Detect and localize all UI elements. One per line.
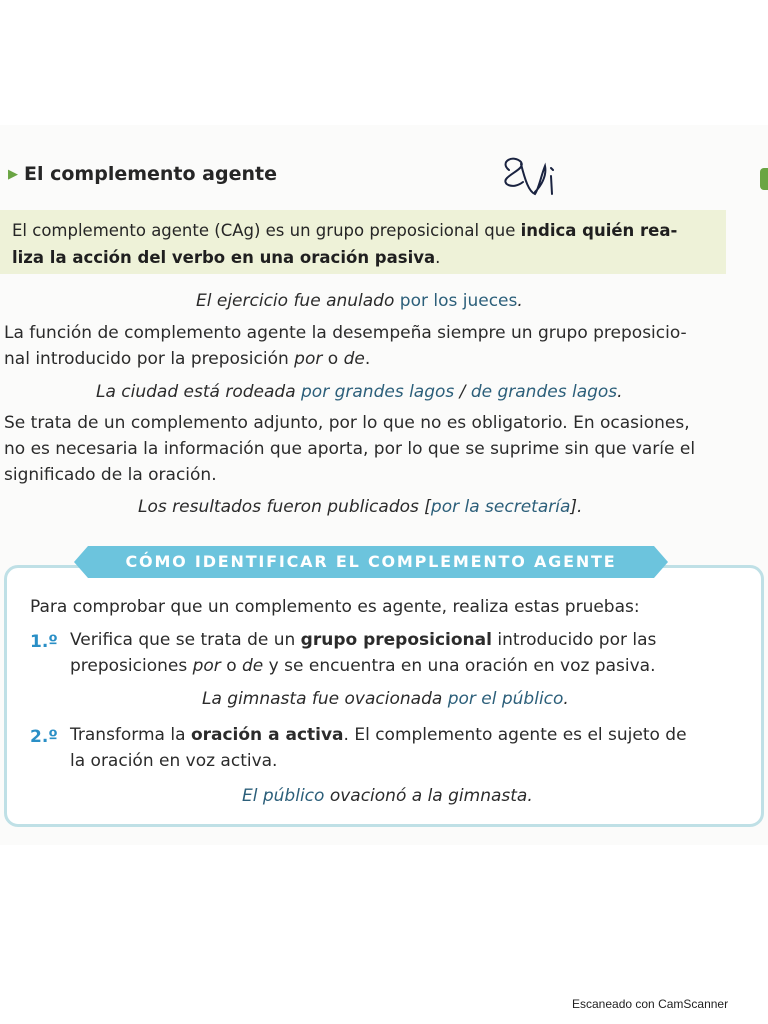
step-2-example: El público ovacionó a la gimnasta. — [242, 786, 533, 806]
paragraph-2-line-1: Se trata de un complemento adjunto, por lo que no es obligatorio. En ocasiones, — [4, 413, 690, 433]
example-3: Los resultados fueron publicados [por la secretaría]. — [138, 497, 583, 517]
step-1-example: La gimnasta fue ovacionada por el público. — [202, 689, 569, 709]
step-2-line-1: Transforma la oración a activa. El complemento agente es el sujeto de — [70, 725, 687, 745]
handwritten-signature — [495, 152, 565, 204]
definition-line-1: El complemento agente (CAg) es un grupo preposicional que indica quién rea- — [12, 221, 678, 240]
paragraph-2-line-3: significado de la oración. — [4, 465, 217, 485]
paragraph-1-line-2: nal introducido por la preposición por o de. — [4, 349, 371, 369]
paragraph-2-line-2: no es necesaria la información que aporta, por lo que se suprime sin que varíe el — [4, 439, 696, 459]
step-2-number: 2.º — [30, 727, 58, 747]
page-edge-tab — [760, 168, 768, 190]
example-2: La ciudad está rodeada por grandes lagos / de grandes lagos. — [96, 382, 623, 402]
step-1-number: 1.º — [30, 632, 58, 652]
section-heading: ▶ El complemento agente — [8, 163, 277, 185]
step-1-line-2: preposiciones por o de y se encuentra en una oración en voz pasiva. — [70, 656, 656, 676]
paragraph-1-line-1: La función de complemento agente la desempeña siempre un grupo preposicio- — [4, 323, 687, 343]
definition-line-2: liza la acción del verbo en una oración pasiva. — [12, 248, 441, 267]
section-intro: Para comprobar que un complemento es agente, realiza estas pruebas: — [30, 597, 640, 617]
scanner-watermark: Escaneado con CamScanner — [572, 997, 729, 1011]
triangle-bullet-icon: ▶ — [8, 167, 18, 182]
step-1-line-1: Verifica que se trata de un grupo preposicional introducido por las — [70, 630, 657, 650]
example-1: El ejercicio fue anulado por los jueces. — [196, 291, 523, 311]
step-2-line-2: la oración en voz activa. — [70, 751, 278, 771]
section-banner-title: CÓMO IDENTIFICAR EL COMPLEMENTO AGENTE — [125, 552, 617, 571]
